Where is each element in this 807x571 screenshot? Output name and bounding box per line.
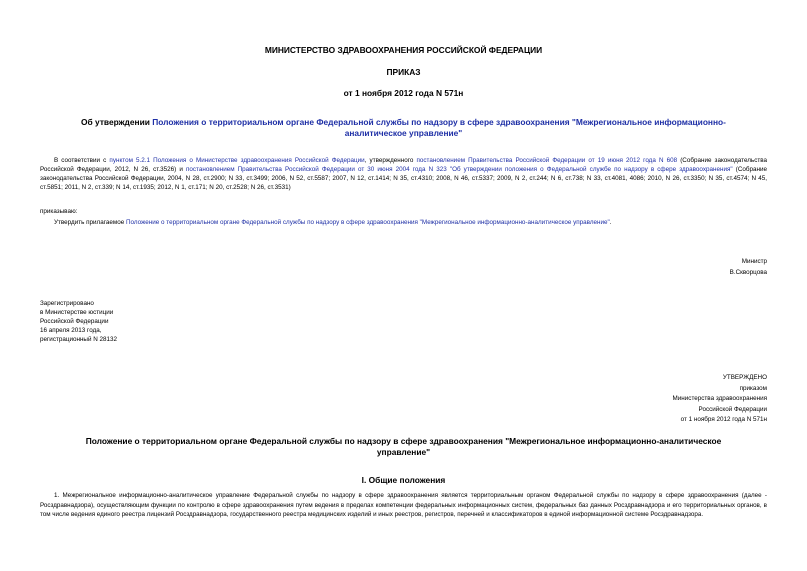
approve-prefix: Утвердить прилагаемое: [54, 219, 126, 226]
registration-line: 16 апреля 2013 года,: [40, 327, 102, 334]
registration-line: в Министерстве юстиции: [40, 309, 114, 316]
signatory-role: Министр: [741, 258, 767, 265]
preamble-text-1: В соответствии с: [54, 157, 110, 164]
document-date-number: от 1 ноября 2012 года N 571н: [343, 88, 464, 98]
resolution-608-link[interactable]: постановлением Правительства Российской Федерации от 19 июня 2012 года N 608: [416, 157, 678, 164]
approval-line: от 1 ноября 2012 года N 571н: [680, 416, 767, 424]
preamble-text-3: (Собрание законодательства Российской Федерации, 2012, N 26, ст.3526) и: [40, 157, 768, 173]
registration-block: [40, 299, 117, 344]
approval-stamp: [673, 373, 767, 426]
preamble-text-4: (Собрание законодательства Российской Федерации, 2004, N 28, ст.2900; N 33, ст.3499; 2006, N 52, ст.5587; 2007, N 12, ст.1414; N 35, ст.4310; 2008, N 46, ст.5337; 2009, N 2, ст.244; N 6, ст.738; N 33, ст.4081, 4086; 2010, N 26, ст.3350; N 35, ст.4574; N 45, ст.5851; 2011, N 2, ст.339; N 14, ст.1935; 2012, N 1, ст.171; N 20, ст.2528; N 26, ст.3531): [40, 166, 767, 191]
approve-paragraph: [54, 218, 767, 227]
preamble-text-2: , утвержденного: [364, 157, 417, 164]
approval-line: Министерства здравоохранения: [672, 395, 767, 403]
resolution-323-link[interactable]: постановлением Правительства Российской Федерации от 30 июня 2004 года N 323 "Об утверждении положения о Федеральной службе по надзору в сфере здравоохранения": [185, 166, 733, 173]
regulation-title-link[interactable]: Положения о территориальном органе Федеральной службы по надзору в сфере здравоохранения "Межрегиональное информационно-аналитическое управление": [152, 117, 726, 138]
order-title: [70, 117, 737, 138]
section-title: I. Общие положения: [361, 475, 446, 485]
ministry-header: МИНИСТЕРСТВО ЗДРАВООХРАНЕНИЯ РОССИЙСКОЙ ФЕДЕРАЦИИ: [264, 45, 543, 55]
approved-regulation-link[interactable]: Положение о территориальном органе Федеральной службы по надзору в сфере здравоохранения "Межрегиональное информационно-аналитическое управление": [125, 219, 610, 226]
approve-suffix: .: [609, 219, 612, 226]
document-type: ПРИКАЗ: [386, 67, 421, 77]
registration-line: Зарегистрировано: [40, 300, 94, 307]
approval-line: УТВЕРЖДЕНО: [722, 374, 767, 381]
registration-line: регистрационный N 28132: [40, 336, 118, 343]
order-verb: приказываю:: [40, 208, 78, 215]
ministry-regulation-link[interactable]: пунктом 5.2.1 Положения о Министерстве здравоохранения Российской Федерации: [109, 157, 365, 164]
approval-line: приказом: [739, 384, 767, 392]
registration-line: Российской Федерации: [40, 318, 109, 325]
preamble-paragraph: [40, 156, 767, 192]
signatory-name: В.Скворцова: [729, 269, 767, 276]
regulation-paragraph-1: 1. Межрегиональное информационно-аналитическое управление Федеральной службы по надзору в сфере здравоохранения является территориальным органом Федеральной службы по надзору в сфере здравоохранения (далее - Росздравнадзора), осуществляющим функции по контролю в сфере здравоохранения путем ведения в пределах компетенции федеральных информационных систем, федеральных баз данных Росздравнадзора и его территориальных органов, в том числе ведения единого реестра лицензий Росздравнадзора, государственного реестра медицинских изделий и иных реестров, регистров, перечней и классификаторов в единой информационной системе Росздравнадзора.: [40, 492, 767, 519]
regulation-title: Положение о территориальном органе Федеральной службы по надзору в сфере здравоохранения "Межрегиональное информационно-аналитическое управление": [85, 436, 722, 457]
order-title-prefix: Об утверждении: [81, 117, 153, 127]
approval-line: Российской Федерации: [698, 405, 767, 413]
